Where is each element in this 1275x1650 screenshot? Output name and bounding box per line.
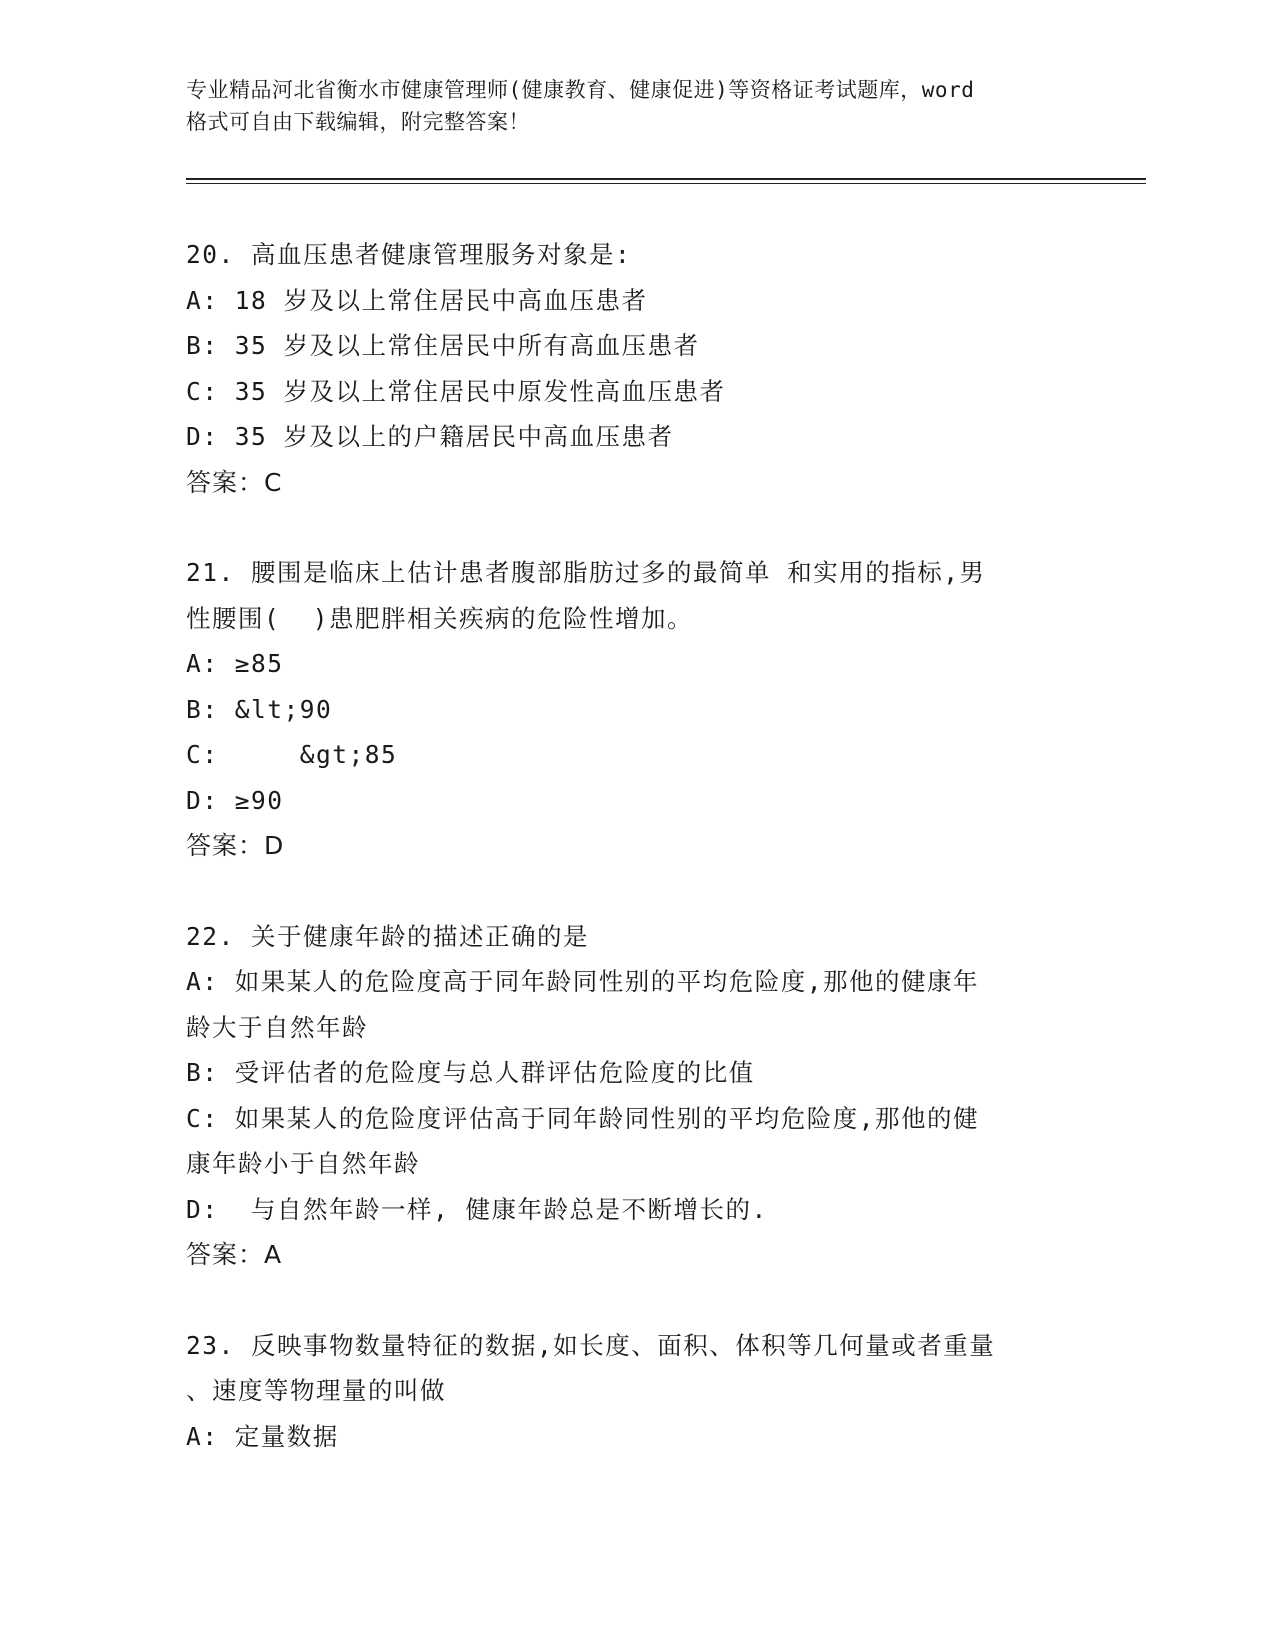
- question-23: [186, 1323, 1086, 1460]
- question-22: [186, 914, 1086, 1278]
- header-divider: [186, 178, 1146, 180]
- question-21: [186, 550, 1086, 869]
- option-a: A: 如果某人的危险度高于同年龄同性别的平均危险度,那他的健康年: [186, 967, 979, 996]
- option-d: D: ≥90: [186, 785, 284, 815]
- header-line-2: 格式可自由下载编辑，附完整答案！: [186, 110, 530, 134]
- option-a-continued: 龄大于自然年龄: [186, 1012, 368, 1042]
- option-b: B: 35 岁及以上常住居民中所有高血压患者: [186, 331, 700, 360]
- question-stem: 21. 腰围是临床上估计患者腹部脂肪过多的最简单 和实用的指标,男: [186, 558, 986, 587]
- question-stem: 22. 关于健康年龄的描述正确的是: [186, 921, 589, 951]
- option-a: A: ≥85: [186, 649, 284, 678]
- question-stem: 20. 高血压患者健康管理服务对象是:: [186, 240, 632, 269]
- option-c: C: 35 岁及以上常住居民中原发性高血压患者: [186, 376, 726, 406]
- option-a: A: 18 岁及以上常住居民中高血压患者: [186, 285, 648, 315]
- header-line-1: 专业精品河北省衡水市健康管理师(健康教育、健康促进)等资格证考试题库，word: [186, 78, 975, 102]
- option-b: B: 受评估者的危险度与总人群评估危险度的比值: [186, 1058, 755, 1087]
- option-c: C: &gt;85: [186, 740, 398, 769]
- question-20: [186, 232, 1086, 505]
- header-divider-secondary: [186, 183, 1146, 184]
- answer-line: 答案：A: [186, 1240, 283, 1269]
- answer-line: 答案：C: [186, 467, 283, 497]
- question-stem-continued: 、速度等物理量的叫做: [186, 1376, 446, 1405]
- option-d: D: 与自然年龄一样, 健康年龄总是不断增长的.: [186, 1194, 768, 1224]
- option-c: C: 如果某人的危险度评估高于同年龄同性别的平均危险度,那他的健: [186, 1103, 979, 1133]
- option-d: D: 35 岁及以上的户籍居民中高血压患者: [186, 422, 674, 451]
- option-c-continued: 康年龄小于自然年龄: [186, 1149, 420, 1178]
- question-stem: 23. 反映事物数量特征的数据,如长度、面积、体积等几何量或者重量: [186, 1330, 996, 1360]
- question-stem-continued: 性腰围( )患肥胖相关疾病的危险性增加。: [186, 603, 693, 633]
- page-header: [186, 74, 1086, 138]
- question-list: [186, 232, 1086, 1459]
- option-a: A: 定量数据: [186, 1421, 339, 1451]
- option-b: B: &lt;90: [186, 694, 333, 724]
- answer-line: 答案：D: [186, 831, 285, 860]
